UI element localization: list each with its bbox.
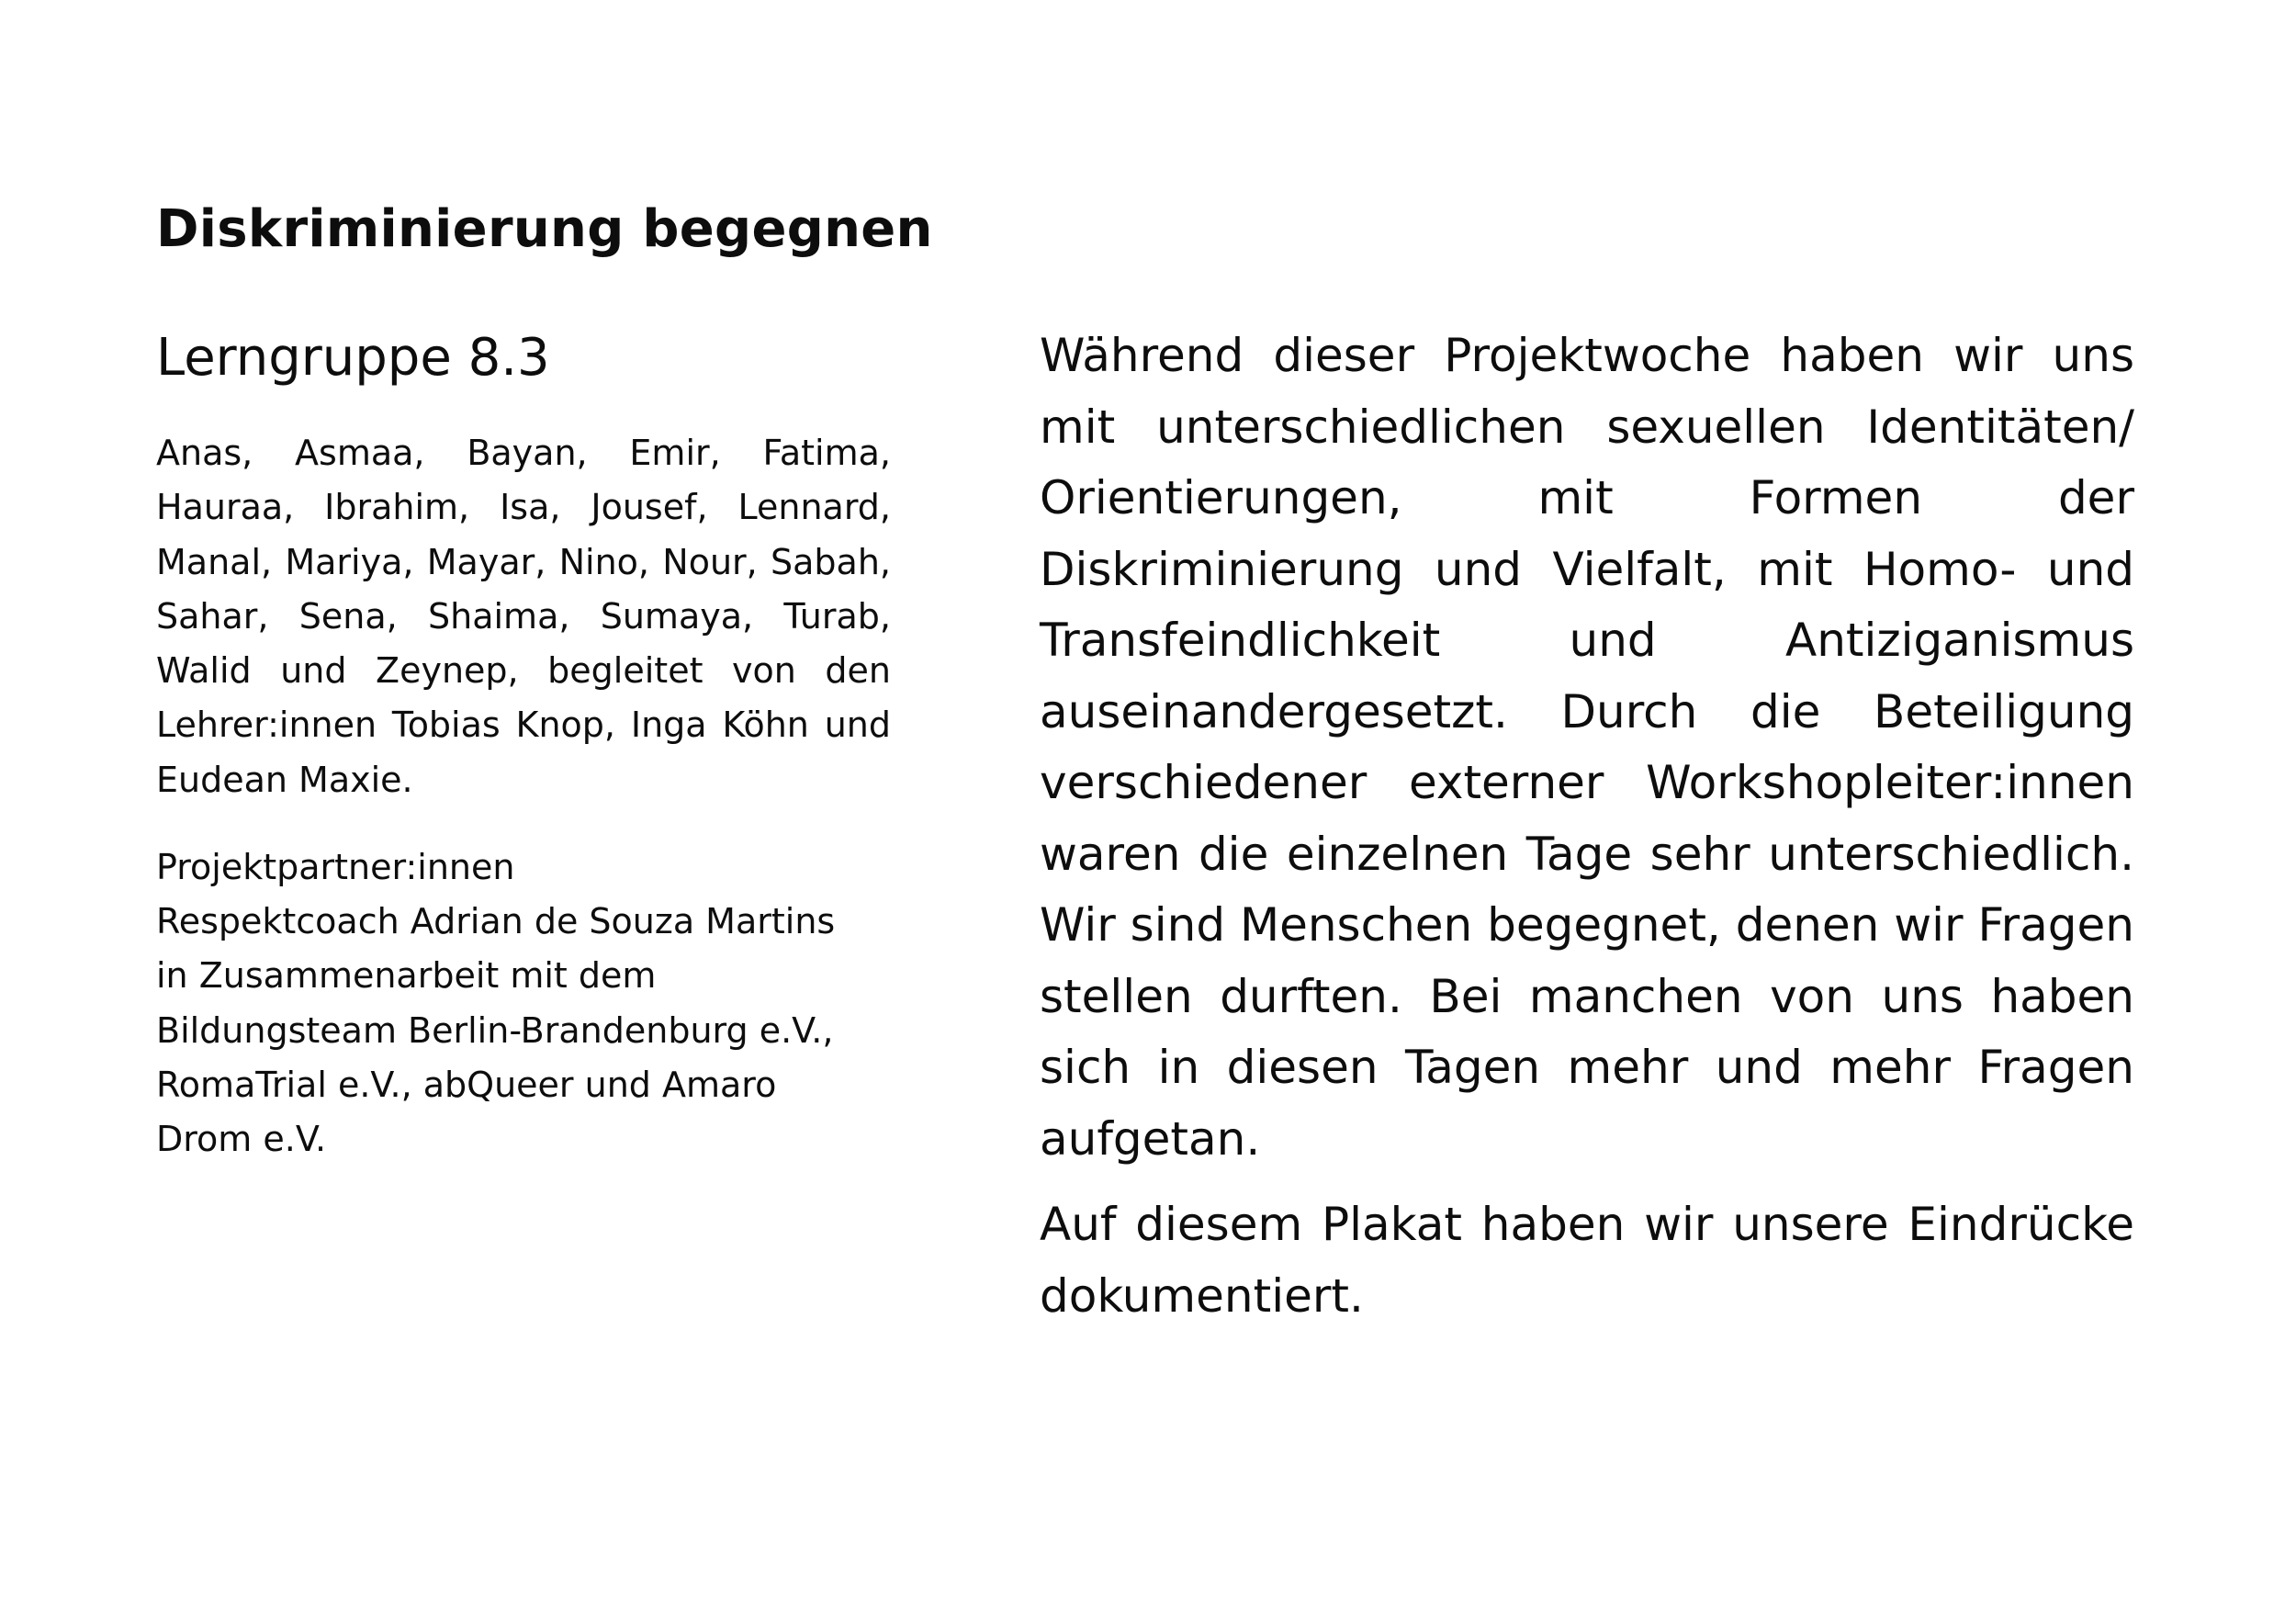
description-paragraph-2: Auf diesem Plakat haben wir unsere Eindrücke dokumentiert. xyxy=(1040,1198,2134,1323)
page-title: Diskriminierung begegnen xyxy=(156,199,933,259)
group-members-text: Anas, Asmaa, Bayan, Emir, Fatima, Hauraa, Ibrahim, Isa, Jousef, Lennard, Manal, Mariya, Mayar, Nino, Nour, Sabah, Sahar, Sena, Shaima, Sumaya, Turab, Walid und Zeynep, begleitet von den Lehrer:innen Tobias Knop, Inga Köhn und Eudean Maxie. xyxy=(156,433,891,800)
group-info-column xyxy=(156,323,891,1167)
description-column xyxy=(1040,321,2134,1332)
group-name: Lerngruppe 8.3 xyxy=(156,328,550,388)
partners-heading: Projektpartner:innen xyxy=(156,847,515,888)
description-paragraph-1: Während dieser Projektwoche haben wir uns mit unterschiedlichen sexuellen Identitäten/ Orientierungen, mit Formen der Diskriminierung und Vielfalt, mit Homo- und Transfeindlichkeit und Antiziganismus auseinandergesetzt. Durch die Beteiligung verschiedener externer Workshopleiter:innen waren die einzelnen Tage sehr unterschiedlich. Wir sind Menschen begegnet, denen wir Fragen stellen durften. Bei manchen von uns haben sich in diesen Tagen mehr und mehr Fragen aufgetan. xyxy=(1040,329,2134,1166)
partners-text: Respektcoach Adrian de Souza Martins in Zusammenarbeit mit dem Bildungsteam Berlin-Brandenburg e.V., RomaTrial e.V., abQueer und Amaro Drom e.V. xyxy=(156,901,836,1160)
